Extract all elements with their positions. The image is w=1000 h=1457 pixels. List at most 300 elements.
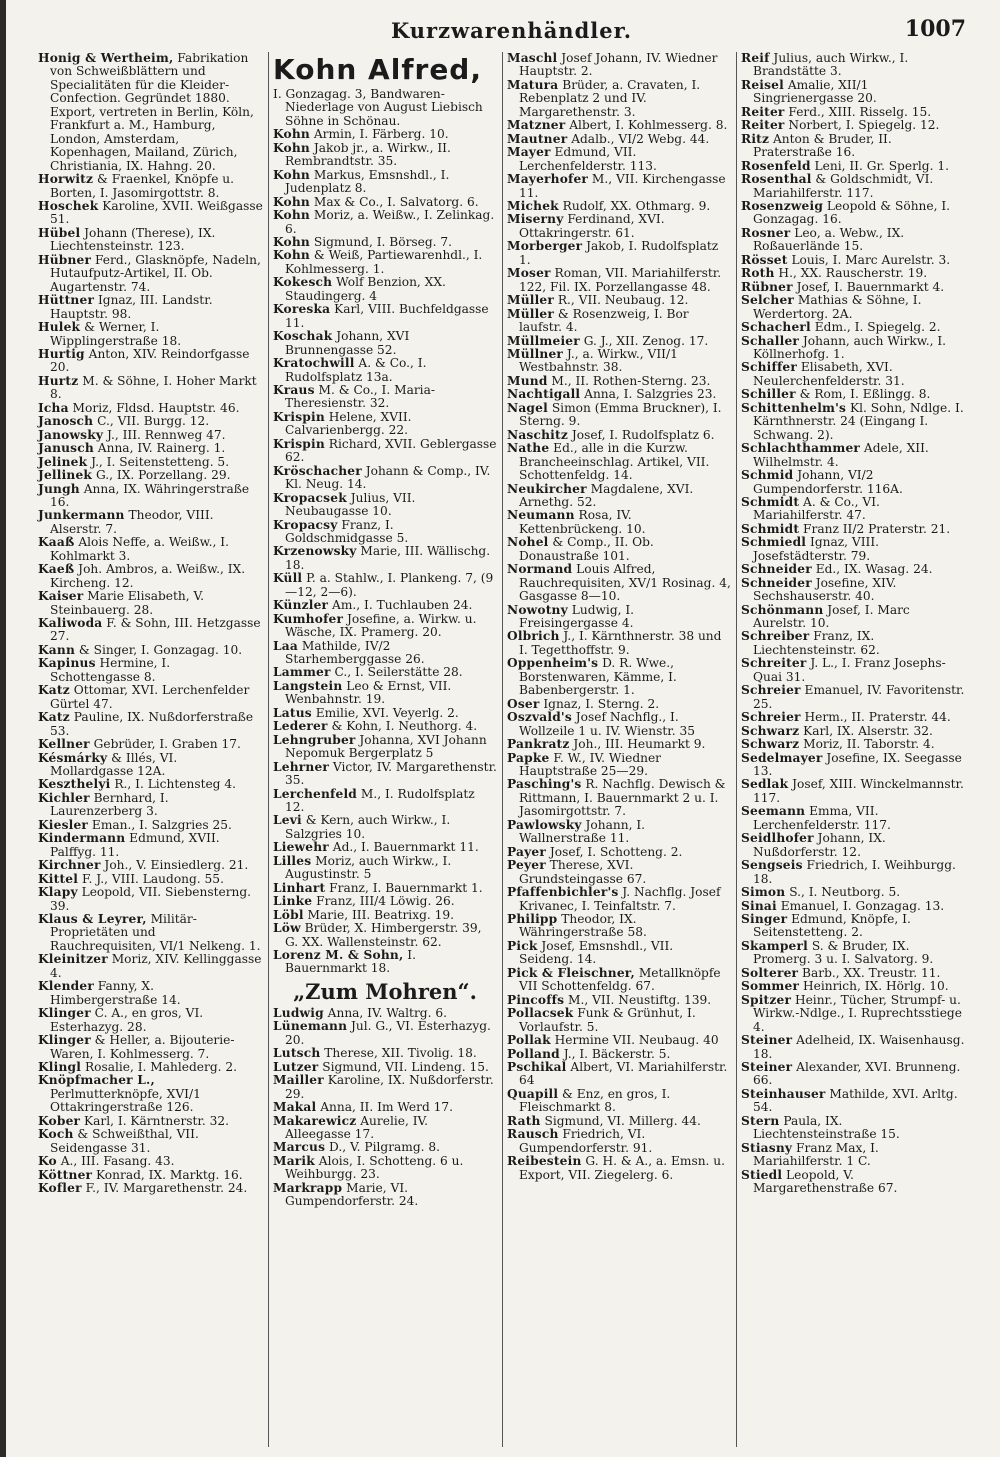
entry-details: S. & Bruder, IX. Promerg. 3 u. I. Salvatorg. 9.	[753, 938, 934, 967]
entry-details: M., VII. Kirchengasse 11.	[519, 172, 726, 200]
entry-details: Ad., I. Bauernmarkt 11.	[328, 840, 479, 855]
entry-details: A. & Co., I. Rudolfsplatz 13a.	[285, 356, 427, 384]
entry-name: Schreiber	[741, 629, 810, 644]
directory-entry	[507, 509, 731, 536]
entry-details: & Weiß, Partiewarenhdl., I. Kohlmesserg. 1.	[285, 248, 483, 276]
directory-entry	[741, 711, 965, 724]
entry-details: Johann, XVI Brunnengasse 52.	[285, 329, 410, 357]
entry-name: Lorenz M. & Sohn,	[273, 948, 404, 962]
entry-details: D. R. Wwe., Borstenwaren, Kämme, I. Babenbergerstr. 1.	[519, 656, 677, 698]
directory-entry	[38, 1169, 263, 1182]
directory-entry	[273, 236, 497, 249]
entry-details: Franz, I. Bauernmarkt 1.	[325, 880, 483, 895]
entry-details: Friedrich, I. Weihburgg. 18.	[753, 858, 956, 886]
entry-details: & Illés, VI. Mollardgasse 12A.	[50, 750, 178, 779]
directory-entry	[741, 684, 965, 711]
entry-details: A. & Co., VI. Mariahilferstr. 47.	[753, 494, 880, 523]
directory-entry	[741, 752, 965, 779]
directory-entry	[507, 940, 731, 967]
directory-entry	[741, 388, 965, 401]
directory-entry	[741, 321, 965, 334]
directory-entry	[741, 994, 965, 1034]
directory-entry	[273, 519, 497, 546]
entry-name: Papke	[507, 750, 550, 765]
entry-details: Mathilde, IV/2 Starhemberggasse 26.	[285, 638, 425, 667]
directory-entry	[507, 913, 731, 940]
running-title: Kurzwarenhändler.	[391, 18, 633, 43]
directory-entry	[507, 348, 731, 375]
entry-name: Philipp	[507, 912, 558, 926]
entry-name: Kober	[38, 1113, 81, 1128]
directory-entry	[38, 254, 263, 294]
entry-details: Funk & Grünhut, I. Vorlaufstr. 5.	[519, 1006, 696, 1034]
entry-name: Horwitz	[38, 172, 94, 187]
directory-entry	[741, 79, 965, 106]
directory-entry	[741, 267, 965, 280]
directory-entry	[273, 1020, 497, 1047]
entry-name: Kropacsek	[273, 490, 347, 505]
entry-details: Aurelie, IV. Alleegasse 17.	[285, 1113, 429, 1141]
entry-details: J. L., I. Franz Josephs-Quai 31.	[753, 656, 946, 684]
entry-details: Ignaz, VIII. Josefstädterstr. 79.	[753, 535, 880, 563]
entry-details: Richard, XVII. Geblergasse 62.	[285, 436, 497, 465]
entry-details: M., I. Rudolfsplatz 12.	[285, 786, 475, 815]
entry-name: Schmid	[741, 468, 794, 483]
directory-entry	[741, 1142, 965, 1169]
directory-entry	[273, 922, 497, 949]
entry-name: Sinai	[741, 898, 777, 913]
directory-entry	[507, 752, 731, 779]
entry-details: Perlmutterknöpfe, XVI/1 Ottakringerstraße 126.	[50, 1086, 201, 1115]
entry-details: Karl, I. Kärntnerstr. 32.	[80, 1113, 230, 1128]
entry-details: Markus, Emsnshdl., I. Judenplatz 8.	[285, 167, 450, 196]
entry-details: Pauline, IX. Nußdorferstraße 53.	[50, 710, 254, 738]
entry-name: Nathe	[507, 441, 550, 456]
directory-entry	[741, 832, 965, 859]
directory-entry	[741, 725, 965, 738]
directory-entry	[273, 680, 497, 707]
directory-entry	[741, 967, 965, 980]
entry-name: Icha	[38, 400, 69, 415]
entry-name: Jelinek	[38, 454, 88, 469]
entry-details: Josef Nachflg., I. Wollzeile 1 u. IV. Wienstr. 35	[519, 710, 695, 738]
directory-entry	[273, 465, 497, 492]
entry-details: Therese, XVI. Grundsteingasse 67.	[519, 858, 647, 886]
entry-name: Pollacsek	[507, 1006, 574, 1021]
entry-details: Ferd., XIII. Risselg. 15.	[784, 104, 932, 119]
entry-name: Rosenzweig	[741, 198, 824, 213]
entry-details: Brüder, a. Cravaten, I. Rebenplatz 2 und IV. Margarethenstr. 3.	[519, 77, 701, 119]
entry-name: Honig & Wertheim,	[38, 52, 174, 65]
directory-entry	[741, 577, 965, 604]
entry-name: Nachtigall	[507, 387, 581, 402]
entry-name: Hulek	[38, 320, 81, 335]
directory-entry	[741, 254, 965, 267]
entry-details: Paula, IX. Liechtensteinstraße 15.	[753, 1113, 900, 1142]
directory-entry	[507, 536, 731, 563]
entry-details: Konrad, IX. Marktg. 16.	[92, 1167, 243, 1182]
directory-entry	[273, 734, 497, 761]
entry-details: Hermine VII. Neubaug. 40	[550, 1033, 719, 1048]
directory-entry	[38, 1007, 263, 1034]
entry-details: Josef, I. Marc Aurelstr. 10.	[753, 602, 910, 631]
directory-entry	[507, 604, 731, 631]
directory-entry	[273, 169, 497, 196]
entry-details: Anton, XIV. Reindorfgasse 20.	[50, 346, 250, 375]
entry-name: Koreska	[273, 302, 331, 317]
directory-entry	[507, 375, 731, 388]
directory-entry	[741, 133, 965, 160]
entry-details: Albert, I. Kohlmesserg. 8.	[565, 118, 728, 133]
entry-details: Elisabeth, XVI. Neulerchenfelderstr. 31.	[753, 360, 905, 388]
entry-name: Matura	[507, 77, 559, 92]
directory-entry	[507, 173, 731, 200]
entry-name: Klinger	[38, 1033, 91, 1048]
entry-details: J., I. Kärnthnerstr. 38 und I. Tegetthoffstr. 9.	[519, 629, 722, 657]
directory-entry	[38, 1115, 263, 1128]
entry-details: Julius, auch Wirkw., I. Brandstätte 3.	[753, 52, 909, 79]
directory-entry	[507, 388, 731, 401]
directory-entry	[38, 953, 263, 980]
entry-name: Jellinek	[38, 468, 93, 483]
directory-entry	[741, 805, 965, 832]
directory-entry	[273, 895, 497, 908]
directory-entry	[273, 1061, 497, 1074]
entry-details: Franz, I. Goldschmidgasse 5.	[285, 517, 409, 545]
entry-name: Roth	[741, 266, 775, 281]
entry-name: Makal	[273, 1100, 317, 1115]
entry-name: Müllner	[507, 346, 564, 361]
entry-details: Bernhard, I. Laurenzerberg 3.	[50, 790, 169, 819]
entry-name: Pick & Fleischner,	[507, 965, 635, 980]
entry-name: Olbrich	[507, 629, 560, 644]
directory-entry	[741, 900, 965, 913]
directory-entry	[507, 213, 731, 240]
entry-details: A., III. Fasang. 43.	[56, 1154, 175, 1169]
entry-name: Klaus & Leyrer,	[38, 912, 147, 926]
column-2	[268, 52, 502, 1447]
directory-entry	[507, 1088, 731, 1115]
entry-name: Liewehr	[273, 840, 329, 855]
entry-name: Klingl	[38, 1059, 82, 1074]
directory-entry	[507, 1061, 731, 1088]
entry-name: Morberger	[507, 239, 583, 254]
directory-entry	[507, 886, 731, 913]
entry-details: Rosalie, I. Mahlederg. 2.	[81, 1059, 238, 1074]
entry-details: Ed., alle in die Kurzw. Brancheeinschlag. Artikel, VII. Schottenfeldg. 14.	[519, 441, 710, 483]
directory-entry	[741, 1169, 965, 1196]
entry-details: & Rom, I. Eßlingg. 8.	[795, 387, 931, 402]
entry-name: Payer	[507, 844, 546, 859]
column-4	[736, 52, 970, 1447]
directory-entry	[38, 321, 263, 348]
directory-entry	[273, 1115, 497, 1142]
entry-name: Kirchner	[38, 858, 101, 873]
entry-name: Schacherl	[741, 320, 811, 335]
directory-entry	[273, 1141, 497, 1154]
entry-details: Leo & Ernst, VII. Wenbahnstr. 19.	[285, 678, 452, 707]
entry-name: Marcus	[273, 1140, 326, 1155]
entry-name: Laa	[273, 638, 298, 653]
directory-entry	[38, 590, 263, 617]
directory-entry	[741, 1088, 965, 1115]
directory-entry	[741, 657, 965, 684]
directory-entry	[507, 267, 731, 294]
entry-details: Joh., III. Heumarkt 9.	[569, 737, 706, 752]
entry-details: Wolf Benzion, XX. Staudingerg. 4	[285, 275, 446, 303]
entry-name: Steinhauser	[741, 1086, 826, 1101]
entry-details: Franz II/2 Praterstr. 21.	[799, 521, 951, 536]
entry-details: Sigmund, I. Börseg. 7.	[309, 234, 453, 249]
entry-name: Schreiter	[741, 656, 807, 671]
directory-entry	[273, 882, 497, 895]
entry-details: Hermine, I. Schottengasse 8.	[50, 656, 171, 684]
directory-entry	[38, 886, 263, 913]
entry-name: Schmidt	[741, 521, 800, 536]
entry-details: Louis, I. Marc Aurelstr. 3.	[787, 252, 951, 267]
directory-entry	[38, 752, 263, 779]
entry-details: Emanuel, I. Gonzagag. 13.	[776, 898, 945, 913]
directory-entry	[741, 980, 965, 993]
entry-name: Janowsky	[38, 427, 104, 442]
entry-name: Schneider	[741, 562, 812, 577]
entry-details: Sigmund, VI. Millerg. 44.	[540, 1113, 701, 1128]
entry-name: Makarewicz	[273, 1113, 357, 1128]
entry-details: Alois, I. Schotteng. 6 u. Weihburgg. 23.	[285, 1153, 464, 1182]
directory-entry	[38, 429, 263, 442]
entry-details: Alois Neffe, a. Weißw., I. Kohlmarkt 3.	[50, 535, 229, 563]
directory-entry	[507, 1034, 731, 1047]
entry-details: Marie, III. Beatrixg. 19.	[303, 907, 455, 922]
entry-name: Skamperl	[741, 938, 808, 953]
directory-entry	[741, 604, 965, 631]
directory-entry	[741, 335, 965, 362]
entry-name: Kapinus	[38, 656, 96, 671]
entry-name: Krispin	[273, 409, 325, 424]
entry-name: Katz	[38, 710, 70, 725]
entry-details: Ludwig, I. Freisingergasse 4.	[519, 602, 635, 631]
entry-details: Johann, VI/2 Gumpendorferstr. 116A.	[753, 468, 903, 496]
directory-entry	[273, 720, 497, 733]
entry-name: Reiter	[741, 104, 785, 119]
directory-entry	[38, 442, 263, 455]
directory-entry	[38, 509, 263, 536]
directory-entry	[507, 133, 731, 146]
entry-name: Neukircher	[507, 481, 587, 496]
entry-name: Pschikal	[507, 1059, 567, 1074]
entry-name: Mayerhofer	[507, 172, 589, 187]
directory-entry	[507, 79, 731, 119]
entry-name: Schönmann	[741, 602, 824, 617]
directory-entry	[507, 1115, 731, 1128]
entry-name: Klinger	[38, 1006, 91, 1021]
directory-entry	[273, 88, 497, 128]
entry-details: Jakob jr., a. Wirkw., II. Rembrandtstr. 35.	[285, 140, 451, 169]
directory-entry	[273, 855, 497, 882]
entry-details: H., XX. Rauscherstr. 19.	[774, 266, 928, 281]
entry-details: Adele, XII. Wilhelmstr. 4.	[753, 441, 929, 469]
directory-entry	[507, 1155, 731, 1182]
entry-name: Neumann	[507, 508, 575, 523]
directory-entry	[38, 348, 263, 375]
entry-name: Sengseis	[741, 858, 803, 873]
entry-name: Solterer	[741, 965, 799, 980]
entry-details: Roman, VII. Mariahilferstr. 122, Fil. IX. Porzellangasse 48.	[519, 266, 722, 294]
entry-name: Rosenthal	[741, 172, 812, 187]
entry-name: Kohn	[273, 234, 310, 249]
entry-details: P. a. Stahlw., I. Plankeng. 7, (9—12, 2—6).	[285, 571, 494, 599]
entry-name: Jungh	[38, 481, 80, 496]
entry-name: Oppenheim's	[507, 656, 599, 671]
entry-details: D., V. Pilgramg. 8.	[325, 1140, 441, 1155]
entry-details: Militär-Proprietäten und Rauchrequisiten, VI/1 Nelkeng. 1.	[50, 912, 261, 953]
directory-entry	[273, 613, 497, 640]
directory-entry	[507, 402, 731, 429]
entry-name: Rausch	[507, 1127, 559, 1142]
entry-name: Keszthelyi	[38, 777, 111, 792]
entry-name: Rosner	[741, 225, 791, 240]
entry-details: Moriz, II. Taborstr. 4.	[799, 737, 935, 752]
directory-entry	[507, 711, 731, 738]
entry-name: Kofler	[38, 1181, 82, 1196]
entry-name: Kittel	[38, 871, 79, 886]
directory-entry	[507, 967, 731, 994]
page-header	[6, 14, 1000, 48]
entry-name: Mailler	[273, 1073, 324, 1088]
directory-entry	[273, 357, 497, 384]
entry-details: G., IX. Porzellang. 29.	[92, 468, 231, 483]
entry-details: C., VII. Burgg. 12.	[93, 414, 210, 429]
directory-entry	[507, 442, 731, 482]
entry-name: Nohel	[507, 535, 549, 550]
entry-details: Josef, I. Rudolfsplatz 6.	[567, 427, 715, 442]
entry-name: Kellner	[38, 737, 90, 752]
entry-details: Josef Johann, IV. Wiedner Hauptstr. 2.	[519, 52, 718, 79]
entry-name: Lehrner	[273, 759, 330, 774]
directory-entry	[507, 240, 731, 267]
entry-name: Klender	[38, 979, 94, 994]
entry-details: Armin, I. Färberg. 10.	[309, 127, 449, 142]
directory-entry	[38, 200, 263, 227]
entry-name: Kaaß	[38, 535, 75, 550]
entry-name: Schiffer	[741, 360, 797, 375]
entry-details: Victor, IV. Margarethenstr. 35.	[285, 759, 497, 788]
entry-details: & Enz, en gros, I. Fleischmarkt 8.	[519, 1086, 671, 1115]
directory-entry	[507, 563, 731, 603]
entry-name: Kaeß	[38, 562, 75, 577]
directory-entry	[741, 281, 965, 294]
directory-entry	[273, 788, 497, 815]
entry-name: Pick	[507, 938, 538, 953]
entry-details: Josef, Emsnshdl., VII. Seideng. 14.	[519, 938, 674, 967]
entry-name: Reif	[741, 52, 770, 65]
entry-details: & Comp., II. Ob. Donaustraße 101.	[519, 535, 654, 563]
entry-name: Steiner	[741, 1033, 793, 1048]
entry-name: Lilles	[273, 853, 312, 868]
entry-name: Kaliwoda	[38, 616, 103, 631]
entry-details: Emilie, XVI. Veyerlg. 2.	[311, 705, 459, 720]
directory-entry	[741, 940, 965, 967]
entry-details: J., I. Bäckerstr. 5.	[559, 1046, 671, 1061]
entry-name: Marik	[273, 1153, 315, 1168]
featured-name: Kohn Alfred,	[273, 53, 482, 86]
entry-name: Kleinitzer	[38, 952, 108, 967]
entry-details: Anna, IX. Währingerstraße 16.	[50, 481, 250, 509]
directory-entry	[507, 778, 731, 818]
entry-details: Simon (Emma Bruckner), I. Sterng. 9.	[519, 400, 722, 429]
entry-name: Müller	[507, 293, 554, 308]
entry-details: M., II. Rothen-Sterng. 23.	[547, 373, 711, 388]
entry-details: F. & Sohn, III. Hetzgasse 27.	[50, 616, 261, 644]
entry-details: Josef, I. Schotteng. 2.	[546, 844, 683, 859]
entry-name: Matzner	[507, 118, 566, 133]
directory-entry	[38, 644, 263, 657]
entry-name: Polland	[507, 1046, 560, 1061]
entry-details: Friedrich, VI. Gumpendorferstr. 91.	[519, 1127, 653, 1155]
entry-details: Magdalene, XVI. Arnethg. 52.	[519, 481, 694, 509]
directory-entry	[507, 1048, 731, 1061]
entry-details: Ferdinand, XVI. Ottakringerstr. 61.	[519, 212, 665, 240]
entry-details: Josefine, XIV. Sechshauserstr. 40.	[753, 575, 897, 604]
directory-entry	[38, 1128, 263, 1155]
entry-details: F. J., VIII. Laudong. 55.	[78, 871, 224, 886]
entry-details: Anna, I. Salzgries 23.	[580, 387, 717, 402]
directory-entry	[741, 200, 965, 227]
entry-name: Michek	[507, 198, 559, 213]
entry-name: Kohn	[273, 248, 310, 263]
entry-details: Rosa, IV. Kettenbrückeng. 10.	[519, 508, 646, 536]
directory-entry	[507, 819, 731, 846]
directory-entry	[38, 52, 263, 173]
entry-details: Heinrich, IX. Hörlg. 10.	[799, 979, 949, 994]
entry-name: Lammer	[273, 665, 331, 680]
entry-details: Moriz, XIV. Kellinggasse 4.	[50, 952, 262, 980]
directory-entry	[273, 841, 497, 854]
entry-name: Peyer	[507, 858, 546, 873]
directory-entry	[273, 1074, 497, 1101]
entry-details: Fanny, X. Himbergerstraße 14.	[50, 979, 181, 1007]
directory-entry	[741, 52, 965, 79]
entry-details: I. Bauernmarkt 18.	[285, 948, 416, 976]
directory-entry	[507, 335, 731, 348]
directory-entry	[273, 303, 497, 330]
directory-entry	[741, 563, 965, 576]
directory-entry	[38, 778, 263, 791]
entry-details: Ottomar, XVI. Lerchenfelder Gürtel 47.	[50, 683, 250, 711]
directory-entry	[273, 1155, 497, 1182]
entry-name: Pawlowsky	[507, 817, 582, 832]
entry-details: S., I. Neutborg. 5.	[785, 885, 901, 900]
entry-details: Josef, I. Bauernmarkt 4.	[792, 279, 945, 294]
entry-name: Reiter	[741, 118, 785, 133]
directory-entry	[273, 599, 497, 612]
entry-details: Franz, IX. Liechtensteinstr. 62.	[753, 629, 880, 657]
entry-name: Kokesch	[273, 275, 333, 290]
entry-name: Sedelmayer	[741, 750, 823, 765]
entry-details: Leopold, V. Margarethenstraße 67.	[753, 1167, 898, 1196]
entry-details: Louis Alfred, Rauchrequisiten, XV/1 Rosinag. 4, Gasgasse 8—10.	[519, 562, 731, 604]
entry-details: Anna, IV. Rainerg. 1.	[93, 441, 226, 456]
shop-sign-name: „Zum Mohren“.	[293, 978, 477, 1004]
entry-details: Herm., II. Praterstr. 44.	[800, 710, 951, 725]
directory-entry	[38, 483, 263, 510]
entry-details: Emanuel, IV. Favoritenstr. 25.	[753, 683, 965, 711]
entry-details: Johanna, XVI Johann Nepomuk Bergerplatz 5	[285, 732, 487, 761]
entry-name: Kumhofer	[273, 611, 344, 626]
entry-name: Koch	[38, 1127, 74, 1142]
directory-entry	[507, 698, 731, 711]
directory-entry	[507, 119, 731, 132]
